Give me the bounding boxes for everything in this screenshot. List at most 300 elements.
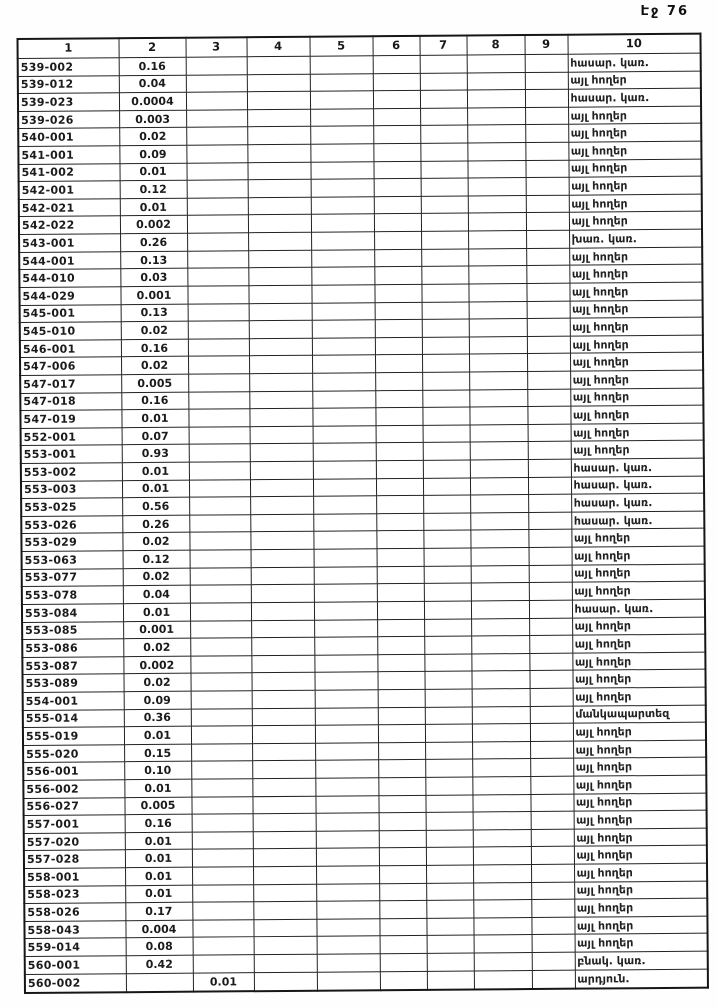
value-cell — [312, 320, 375, 338]
value-cell — [527, 406, 570, 424]
value-cell — [379, 918, 426, 936]
value-cell — [527, 354, 570, 372]
land-use-cell: այլ հողեր — [572, 669, 705, 688]
value-cell — [472, 741, 530, 759]
parcel-code-cell: 553-001 — [21, 445, 122, 463]
value-cell — [310, 126, 373, 144]
value-cell — [379, 901, 426, 919]
value-cell — [422, 319, 469, 337]
value-cell: 0.004 — [125, 920, 192, 938]
value-cell — [525, 160, 568, 178]
value-cell — [470, 530, 528, 548]
value-cell — [531, 882, 574, 900]
value-cell — [317, 971, 380, 990]
land-use-cell: այլ հողեր — [568, 159, 701, 178]
land-use-cell: այլ հողեր — [575, 934, 708, 953]
parcel-code-cell: 553-078 — [22, 586, 123, 604]
value-cell — [421, 178, 468, 196]
land-use-cell: այլ հողեր — [568, 141, 701, 160]
value-cell — [469, 301, 527, 319]
value-cell — [314, 672, 377, 690]
value-cell — [468, 213, 526, 231]
value-cell — [421, 231, 468, 249]
land-use-cell: մանկապարտեզ — [573, 705, 706, 724]
value-cell: 0.01 — [124, 779, 191, 797]
value-cell — [420, 90, 467, 108]
land-use-cell: այլ հողեր — [570, 353, 703, 372]
value-cell — [252, 725, 315, 743]
value-cell — [469, 319, 527, 337]
land-use-cell: այլ հողեր — [569, 264, 702, 283]
value-cell — [467, 72, 525, 90]
column-header: 3 — [185, 37, 246, 57]
value-cell — [420, 161, 467, 179]
value-cell — [471, 653, 529, 671]
value-cell — [250, 444, 313, 462]
value-cell — [376, 513, 423, 531]
land-use-cell: այլ հողեր — [569, 176, 702, 195]
value-cell — [375, 355, 422, 373]
value-cell — [473, 865, 531, 883]
land-use-cell: հասար. կառ. — [571, 458, 704, 477]
value-cell — [422, 372, 469, 390]
value-cell — [467, 55, 525, 73]
value-cell — [421, 266, 468, 284]
parcel-code-cell: 559-014 — [25, 938, 126, 956]
value-cell — [529, 565, 572, 583]
value-cell — [186, 57, 247, 75]
column-header: 10 — [567, 34, 700, 55]
column-header: 6 — [372, 36, 419, 56]
value-cell — [377, 654, 424, 672]
value-cell — [316, 883, 379, 901]
value-cell — [420, 55, 467, 73]
value-cell — [471, 548, 529, 566]
value-cell — [251, 584, 314, 602]
value-cell — [252, 690, 315, 708]
parcel-code-cell: 560-001 — [25, 956, 126, 974]
value-cell: 0.002 — [123, 656, 190, 674]
value-cell — [427, 935, 474, 953]
value-cell: 0.01 — [122, 480, 189, 498]
parcel-code-cell: 539-002 — [18, 58, 119, 76]
value-cell — [470, 477, 528, 495]
value-cell — [313, 478, 376, 496]
value-cell — [374, 214, 421, 232]
value-cell — [314, 654, 377, 672]
value-cell — [473, 812, 531, 830]
value-cell — [379, 830, 426, 848]
value-cell — [420, 108, 467, 126]
value-cell — [471, 565, 529, 583]
value-cell — [469, 354, 527, 372]
value-cell — [187, 250, 248, 268]
land-use-cell: այլ հողեր — [572, 652, 705, 671]
value-cell: 0.15 — [124, 744, 191, 762]
column-header: 5 — [309, 36, 372, 56]
parcel-code-cell: 554-001 — [23, 692, 124, 710]
land-use-cell: այլ հողեր — [570, 388, 703, 407]
value-cell — [472, 777, 530, 795]
value-cell — [249, 391, 312, 409]
value-cell — [191, 779, 252, 797]
parcel-code-cell: 544-001 — [19, 251, 120, 269]
value-cell — [526, 230, 569, 248]
value-cell — [312, 355, 375, 373]
value-cell — [376, 478, 423, 496]
value-cell — [253, 849, 316, 867]
parcel-code-cell: 555-020 — [23, 744, 124, 762]
value-cell — [188, 409, 249, 427]
value-cell — [314, 584, 377, 602]
data-table — [16, 33, 708, 994]
value-cell: 0.36 — [124, 709, 191, 727]
value-cell — [192, 849, 253, 867]
value-cell — [315, 760, 378, 778]
value-cell — [315, 725, 378, 743]
value-cell — [317, 936, 380, 954]
value-cell — [310, 91, 373, 109]
land-use-cell: այլ հողեր — [574, 810, 707, 829]
value-cell — [378, 707, 425, 725]
value-cell — [526, 283, 569, 301]
value-cell — [424, 618, 471, 636]
value-cell — [426, 918, 473, 936]
value-cell — [187, 268, 248, 286]
value-cell — [314, 602, 377, 620]
value-cell — [251, 620, 314, 638]
parcel-code-cell: 539-026 — [18, 111, 119, 129]
parcel-code-cell: 553-002 — [21, 463, 122, 481]
value-cell — [190, 585, 251, 603]
value-cell — [374, 267, 421, 285]
land-use-cell: այլ հողեր — [571, 529, 704, 548]
land-use-cell: հասար. կառ. — [571, 511, 704, 530]
value-cell — [425, 707, 472, 725]
value-cell — [312, 408, 375, 426]
land-use-cell: բնակ. կառ. — [575, 951, 708, 970]
value-cell — [423, 442, 470, 460]
land-use-cell: խառ. կառ. — [569, 229, 702, 248]
value-cell — [373, 126, 420, 144]
value-cell — [375, 390, 422, 408]
value-cell — [315, 742, 378, 760]
value-cell — [474, 970, 532, 989]
value-cell — [193, 955, 254, 973]
value-cell — [251, 655, 314, 673]
value-cell — [310, 161, 373, 179]
value-cell — [250, 461, 313, 479]
value-cell — [312, 373, 375, 391]
value-cell — [316, 848, 379, 866]
value-cell: 0.005 — [121, 374, 188, 392]
value-cell — [315, 707, 378, 725]
value-cell — [254, 954, 317, 972]
value-cell: 0.01 — [122, 462, 189, 480]
value-cell — [316, 813, 379, 831]
value-cell: 0.16 — [121, 392, 188, 410]
value-cell — [525, 107, 568, 125]
value-cell — [474, 953, 532, 971]
value-cell — [468, 231, 526, 249]
value-cell — [248, 179, 311, 197]
value-cell — [247, 56, 310, 74]
value-cell — [188, 338, 249, 356]
table-body — [18, 53, 708, 993]
value-cell: 0.09 — [119, 145, 186, 163]
value-cell — [373, 73, 420, 91]
value-cell — [310, 109, 373, 127]
value-cell — [379, 865, 426, 883]
value-cell — [530, 759, 573, 777]
column-header: 2 — [118, 38, 185, 58]
value-cell — [529, 547, 572, 565]
parcel-code-cell: 545-001 — [20, 304, 121, 322]
value-cell — [312, 302, 375, 320]
column-header: 1 — [17, 38, 118, 58]
value-cell — [424, 566, 471, 584]
value-cell — [526, 177, 569, 195]
parcel-code-cell: 558-023 — [24, 885, 125, 903]
value-cell — [190, 673, 251, 691]
value-cell — [531, 811, 574, 829]
value-cell: 0.09 — [124, 691, 191, 709]
value-cell — [189, 462, 250, 480]
land-use-cell: այլ հողեր — [568, 124, 701, 143]
value-cell — [378, 689, 425, 707]
value-cell — [472, 724, 530, 742]
value-cell — [250, 426, 313, 444]
value-cell — [528, 530, 571, 548]
value-cell — [188, 374, 249, 392]
value-cell — [422, 390, 469, 408]
land-use-cell: այլ հողեր — [570, 405, 703, 424]
value-cell — [126, 973, 193, 992]
value-cell — [427, 971, 474, 990]
land-use-cell: այլ հողեր — [569, 194, 702, 213]
value-cell — [251, 602, 314, 620]
parcel-code-cell: 556-027 — [23, 797, 124, 815]
value-cell — [316, 831, 379, 849]
value-cell — [310, 144, 373, 162]
value-cell — [468, 283, 526, 301]
value-cell — [531, 864, 574, 882]
value-cell — [377, 548, 424, 566]
value-cell — [424, 654, 471, 672]
value-cell — [531, 829, 574, 847]
land-use-cell: այլ հողեր — [570, 370, 703, 389]
value-cell — [253, 831, 316, 849]
value-cell — [192, 867, 253, 885]
value-cell — [470, 512, 528, 530]
value-cell — [373, 55, 420, 73]
value-cell — [527, 389, 570, 407]
parcel-code-cell: 546-001 — [20, 339, 121, 357]
land-use-cell: այլ հողեր — [569, 247, 702, 266]
parcel-code-cell: 553-063 — [22, 551, 123, 569]
column-header: 7 — [419, 35, 466, 55]
value-cell — [530, 776, 573, 794]
value-cell — [374, 249, 421, 267]
value-cell — [470, 460, 528, 478]
value-cell: 0.04 — [123, 585, 190, 603]
value-cell: 0.08 — [126, 938, 193, 956]
value-cell — [474, 935, 532, 953]
value-cell — [252, 743, 315, 761]
value-cell — [530, 741, 573, 759]
value-cell: 0.01 — [119, 163, 186, 181]
value-cell — [375, 372, 422, 390]
value-cell — [377, 566, 424, 584]
value-cell — [422, 354, 469, 372]
value-cell — [313, 443, 376, 461]
value-cell — [190, 620, 251, 638]
value-cell — [526, 248, 569, 266]
value-cell — [189, 427, 250, 445]
value-cell — [379, 848, 426, 866]
value-cell — [189, 515, 250, 533]
value-cell — [251, 567, 314, 585]
parcel-code-cell: 552-001 — [21, 428, 122, 446]
value-cell: 0.56 — [122, 497, 189, 515]
value-cell — [531, 917, 574, 935]
land-use-cell: այլ հողեր — [574, 828, 707, 847]
value-cell — [314, 549, 377, 567]
value-cell: 0.001 — [123, 621, 190, 639]
land-use-cell: այլ հողեր — [572, 634, 705, 653]
land-use-cell: այլ հողեր — [568, 106, 701, 125]
value-cell — [249, 408, 312, 426]
parcel-code-cell: 558-026 — [24, 903, 125, 921]
value-cell — [186, 145, 247, 163]
value-cell — [311, 197, 374, 215]
value-cell — [527, 336, 570, 354]
value-cell — [247, 109, 310, 127]
value-cell: 0.42 — [126, 955, 193, 973]
value-cell — [254, 972, 317, 991]
value-cell — [252, 778, 315, 796]
value-cell — [470, 424, 528, 442]
value-cell — [471, 600, 529, 618]
value-cell — [525, 125, 568, 143]
parcel-code-cell: 555-019 — [23, 727, 124, 745]
value-cell — [373, 91, 420, 109]
value-cell — [311, 179, 374, 197]
parcel-code-cell: 542-021 — [19, 199, 120, 217]
value-cell — [530, 794, 573, 812]
parcel-code-cell: 547-019 — [20, 410, 121, 428]
value-cell — [314, 619, 377, 637]
value-cell — [250, 514, 313, 532]
land-use-cell: արդյուն. — [575, 969, 708, 989]
value-cell: 0.26 — [122, 515, 189, 533]
value-cell — [248, 215, 311, 233]
value-cell — [377, 672, 424, 690]
value-cell — [526, 266, 569, 284]
value-cell — [252, 761, 315, 779]
value-cell — [311, 214, 374, 232]
parcel-code-cell: 556-002 — [23, 780, 124, 798]
parcel-code-cell: 553-029 — [21, 533, 122, 551]
value-cell — [376, 496, 423, 514]
value-cell — [527, 318, 570, 336]
parcel-code-cell: 547-006 — [20, 357, 121, 375]
value-cell — [377, 601, 424, 619]
value-cell: 0.02 — [121, 357, 188, 375]
value-cell — [313, 426, 376, 444]
value-cell — [472, 688, 530, 706]
value-cell — [249, 320, 312, 338]
value-cell: 0.10 — [124, 762, 191, 780]
value-cell — [377, 584, 424, 602]
land-use-cell: այլ հողեր — [572, 617, 705, 636]
value-cell — [424, 601, 471, 619]
value-cell: 0.02 — [123, 638, 190, 656]
value-cell — [316, 919, 379, 937]
value-cell: 0.01 — [193, 972, 254, 991]
value-cell — [472, 759, 530, 777]
value-cell — [193, 937, 254, 955]
value-cell — [192, 920, 253, 938]
value-cell — [527, 371, 570, 389]
value-cell: 0.0004 — [119, 92, 186, 110]
value-cell — [526, 195, 569, 213]
land-use-cell: այլ հողեր — [571, 441, 704, 460]
value-cell — [426, 900, 473, 918]
value-cell — [422, 337, 469, 355]
value-cell: 0.17 — [125, 902, 192, 920]
value-cell: 0.01 — [121, 409, 188, 427]
value-cell — [529, 582, 572, 600]
value-cell — [426, 847, 473, 865]
value-cell — [528, 512, 571, 530]
parcel-code-cell: 539-023 — [18, 93, 119, 111]
value-cell — [315, 690, 378, 708]
value-cell — [317, 954, 380, 972]
value-cell — [425, 689, 472, 707]
land-use-cell: այլ հողեր — [573, 758, 706, 777]
value-cell — [424, 583, 471, 601]
value-cell — [375, 302, 422, 320]
value-cell — [529, 653, 572, 671]
value-cell — [249, 303, 312, 321]
value-cell: 0.005 — [124, 797, 191, 815]
value-cell — [249, 356, 312, 374]
value-cell — [423, 530, 470, 548]
land-use-cell: այլ հողեր — [574, 898, 707, 917]
value-cell — [473, 847, 531, 865]
value-cell — [423, 513, 470, 531]
value-cell: 0.12 — [123, 550, 190, 568]
value-cell — [380, 971, 427, 990]
value-cell — [310, 73, 373, 91]
value-cell: 0.01 — [120, 198, 187, 216]
parcel-code-cell: 553-025 — [21, 498, 122, 516]
land-use-cell: այլ հողեր — [573, 793, 706, 812]
value-cell — [310, 56, 373, 74]
value-cell — [311, 285, 374, 303]
value-cell — [373, 143, 420, 161]
value-cell — [377, 619, 424, 637]
value-cell: 0.01 — [125, 850, 192, 868]
value-cell — [189, 497, 250, 515]
value-cell — [192, 902, 253, 920]
value-cell — [423, 460, 470, 478]
value-cell — [247, 144, 310, 162]
page-number-label: Էջ 76 — [640, 4, 689, 19]
value-cell: 0.13 — [120, 251, 187, 269]
value-cell — [315, 778, 378, 796]
